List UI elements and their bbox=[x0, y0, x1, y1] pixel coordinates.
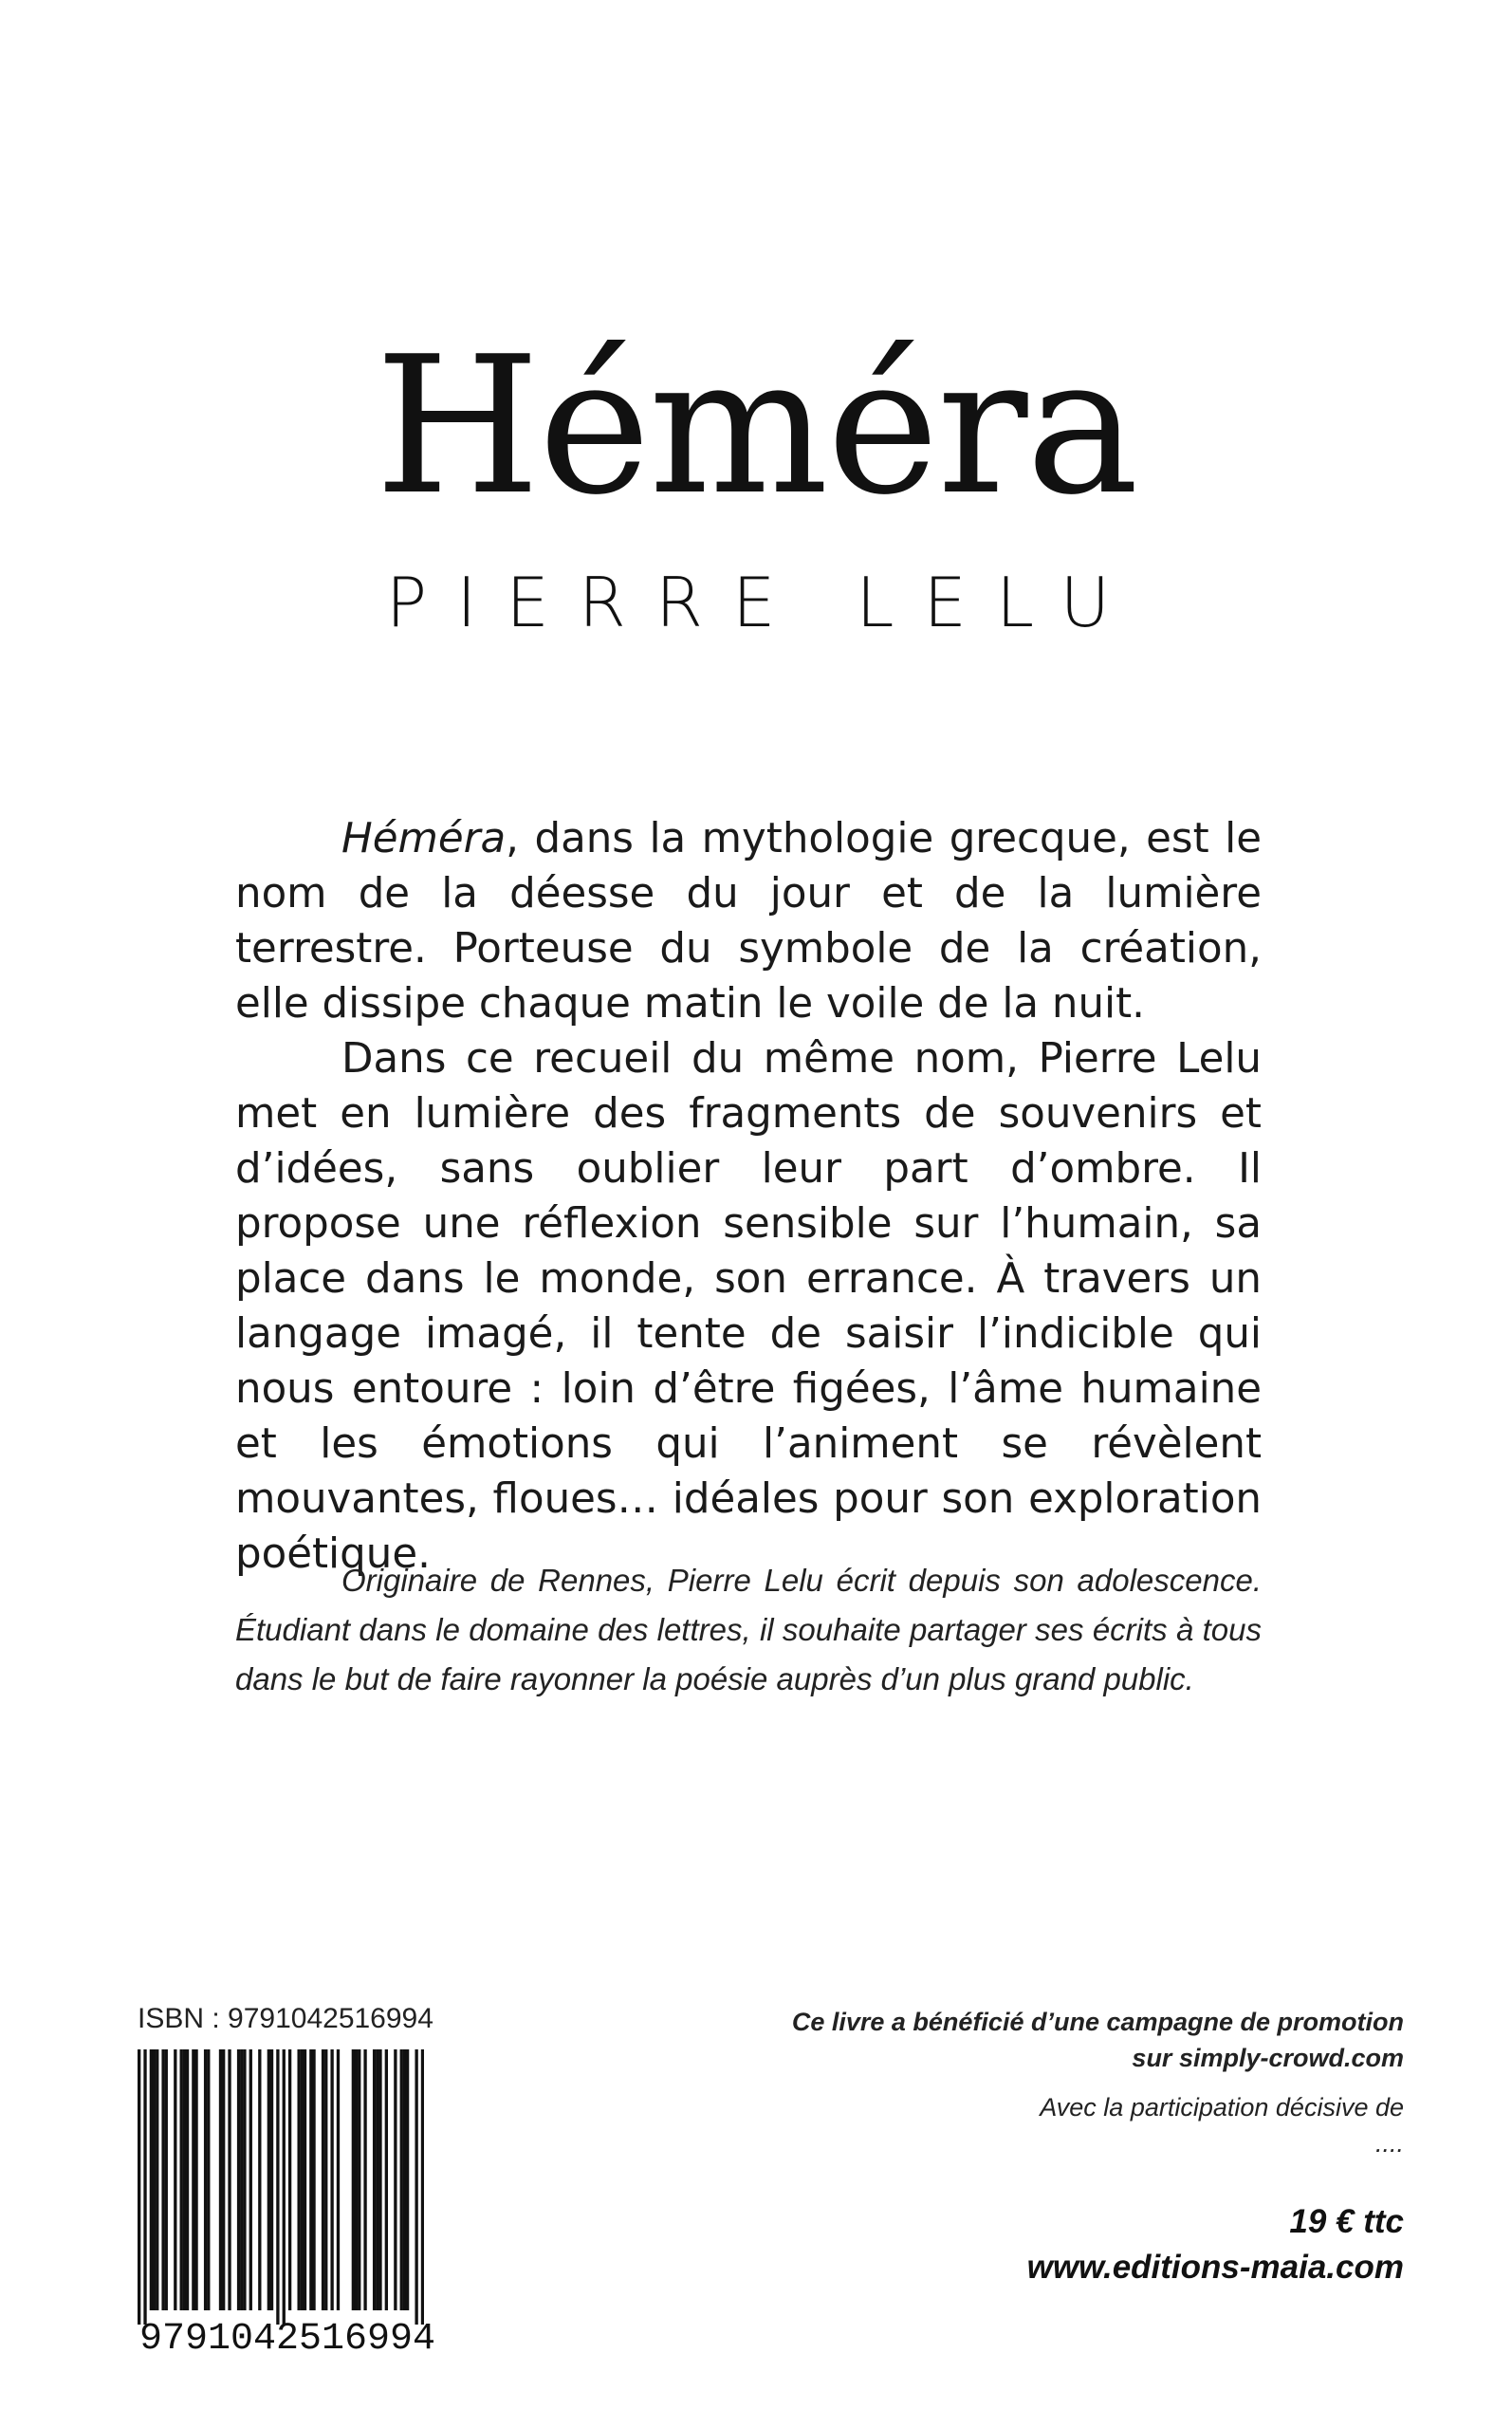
barcode-bar bbox=[394, 2049, 396, 2310]
promotion-notice bbox=[740, 2004, 1404, 2076]
blurb-paragraph-1-text: , dans la mythologie grecque, est le nom de la déesse du jour et de la lumière terrestre. Porteuse du symbole de la création, elle dissipe chaque matin le voile de la nuit. bbox=[235, 815, 1262, 1028]
barcode-bar bbox=[376, 2049, 378, 2310]
price-amount: 19 € ttc bbox=[1289, 2203, 1404, 2240]
barcode-bar bbox=[180, 2049, 183, 2310]
participation-line-2: .... bbox=[1374, 2129, 1404, 2158]
barcode-bar bbox=[415, 2049, 417, 2325]
barcode-bar bbox=[240, 2049, 243, 2310]
barcode-bar bbox=[183, 2049, 186, 2310]
barcode-bar bbox=[165, 2049, 168, 2310]
barcode-bar bbox=[355, 2049, 358, 2310]
barcode-bar bbox=[186, 2049, 189, 2310]
barcode-bar bbox=[337, 2049, 340, 2310]
barcode-bar bbox=[192, 2049, 194, 2310]
barcode-bar bbox=[358, 2049, 360, 2310]
barcode-bar bbox=[288, 2049, 291, 2310]
barcode-bar bbox=[406, 2049, 409, 2310]
author-bio bbox=[235, 1556, 1262, 1704]
barcode-bar bbox=[207, 2049, 210, 2310]
barcode-bar bbox=[174, 2049, 176, 2310]
barcode-bar bbox=[222, 2049, 225, 2310]
barcode-bar bbox=[270, 2049, 273, 2310]
barcode-bar bbox=[330, 2049, 333, 2310]
blurb-paragraph-1 bbox=[235, 811, 1262, 1031]
barcode-bar bbox=[403, 2049, 406, 2310]
participation-notice bbox=[740, 2089, 1404, 2161]
barcode-bar bbox=[228, 2049, 230, 2310]
barcode-bar bbox=[297, 2049, 300, 2310]
barcode-bar bbox=[219, 2049, 222, 2310]
barcode-bar bbox=[324, 2049, 327, 2310]
barcode-bar bbox=[378, 2049, 381, 2310]
blurb-paragraph-2: Dans ce recueil du même nom, Pierre Lelu met en lumière des fragments de souvenirs et d’idées, sans oublier leur part d’ombre. Il propose une réflexion sensible sur l’humain, sa place dans le monde, son errance. À travers un langage imagé, il tente de saisir l’indicible qui nous entoure : loin d’être figées, l’âme humaine et les émotions qui l’animent se révèlent mouvantes, floues… idéales pour son exploration poétique. bbox=[235, 1035, 1262, 1578]
isbn-label: ISBN : 9791042516994 bbox=[138, 2003, 433, 2034]
barcode-bar bbox=[194, 2049, 197, 2310]
barcode-bar bbox=[322, 2049, 324, 2310]
author-name: PIERRE LELU bbox=[385, 563, 1140, 642]
barcode-bar bbox=[363, 2049, 366, 2310]
book-title: Héméra bbox=[375, 316, 1137, 537]
barcode-bar bbox=[258, 2049, 261, 2310]
author-bio-text: Originaire de Rennes, Pierre Lelu écrit depuis son adolescence. Étudiant dans le domaine des lettres, il souhaite partager ses écrits à tous dans le but de faire rayonner la poésie auprès d’un plus grand public. bbox=[235, 1563, 1262, 1696]
barcode-bar bbox=[400, 2049, 403, 2310]
book-blurb bbox=[235, 811, 1262, 1582]
barcode-bar bbox=[421, 2049, 424, 2325]
barcode-bar bbox=[138, 2049, 140, 2325]
barcode-bar bbox=[276, 2049, 279, 2325]
price-block bbox=[740, 2199, 1404, 2290]
barcode-bar bbox=[153, 2049, 156, 2310]
barcode-bar bbox=[373, 2049, 376, 2310]
barcode-bar bbox=[301, 2049, 304, 2310]
promotion-line-2: sur simply-crowd.com bbox=[1132, 2044, 1404, 2072]
barcode-bar bbox=[304, 2049, 306, 2310]
barcode-digits: 9791042516994 bbox=[139, 2318, 436, 2361]
isbn-barcode bbox=[138, 2049, 424, 2325]
barcode-bar bbox=[161, 2049, 164, 2310]
barcode-bar bbox=[143, 2049, 146, 2325]
promotion-line-1: Ce livre a bénéficié d’une campagne de promotion bbox=[791, 2008, 1404, 2036]
barcode-bar bbox=[204, 2049, 207, 2310]
barcode-bar bbox=[352, 2049, 355, 2310]
barcode-bar bbox=[150, 2049, 153, 2310]
barcode-bar bbox=[249, 2049, 252, 2310]
barcode-bar bbox=[312, 2049, 315, 2310]
barcode-bar bbox=[243, 2049, 246, 2310]
blurb-title-italic: Héméra bbox=[341, 815, 507, 862]
barcode-bar bbox=[283, 2049, 286, 2325]
barcode-bar bbox=[309, 2049, 312, 2310]
barcode-bar bbox=[385, 2049, 388, 2310]
barcode-bar bbox=[156, 2049, 158, 2310]
barcode-bar bbox=[267, 2049, 270, 2310]
participation-line-1: Avec la participation décisive de bbox=[1040, 2093, 1404, 2122]
barcode-bar bbox=[237, 2049, 240, 2310]
publisher-website: www.editions-maia.com bbox=[1026, 2249, 1404, 2286]
